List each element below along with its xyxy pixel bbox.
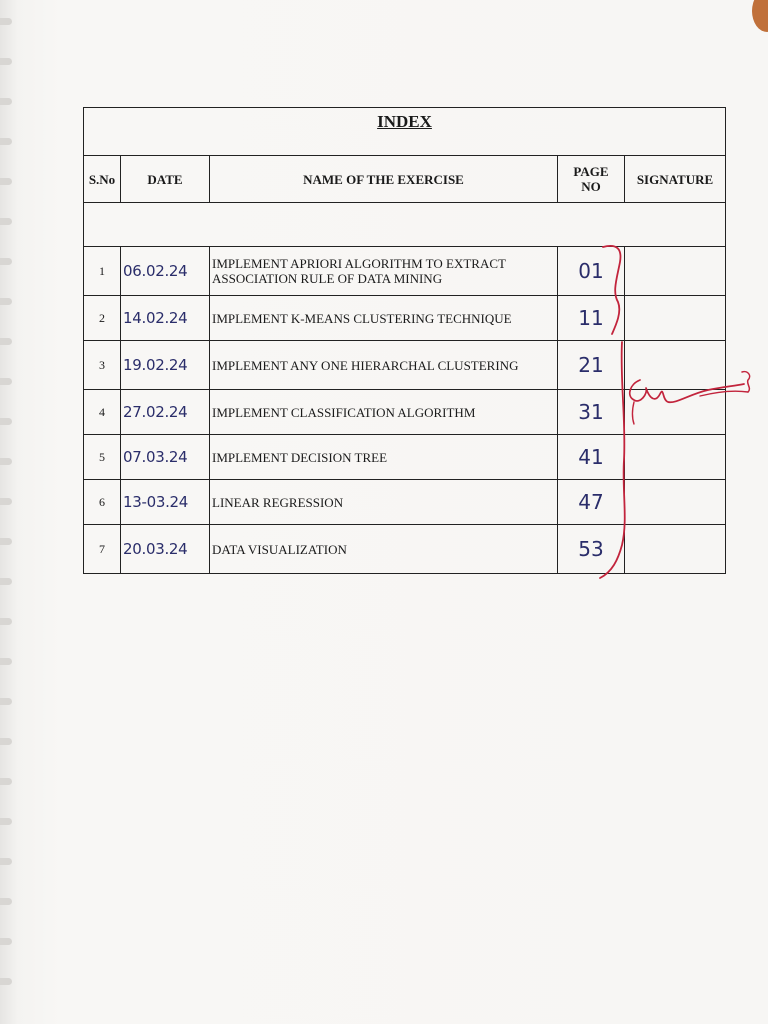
header-signature: SIGNATURE [625,156,726,203]
row-signature [625,435,726,480]
table-row [84,296,726,341]
header-page-no-label: PAGE NO [573,164,609,194]
row-exercise: IMPLEMENT ANY ONE HIERARCHAL CLUSTERING [210,341,558,390]
table-row [84,435,726,480]
header-page-no [558,156,625,203]
row-page: 01 [558,247,625,296]
row-page: 21 [558,341,625,390]
row-page: 41 [558,435,625,480]
table-row [84,525,726,574]
index-table [83,107,726,574]
row-exercise: LINEAR REGRESSION [210,480,558,525]
row-signature [625,390,726,435]
index-title-cell [84,108,726,156]
row-sno: 7 [84,525,121,574]
row-date: 20.03.24 [121,525,210,574]
row-sno: 5 [84,435,121,480]
row-exercise: IMPLEMENT APRIORI ALGORITHM TO EXTRACT ASSOCIATION RULE OF DATA MINING [210,247,558,296]
row-signature [625,247,726,296]
binding-edge [0,0,14,1024]
row-sno: 2 [84,296,121,341]
table-row [84,247,726,296]
row-exercise: IMPLEMENT K-MEANS CLUSTERING TECHNIQUE [210,296,558,341]
row-page: 47 [558,480,625,525]
row-date: 07.03.24 [121,435,210,480]
header-row [84,156,726,203]
row-signature [625,341,726,390]
row-exercise: DATA VISUALIZATION [210,525,558,574]
row-date: 13-03.24 [121,480,210,525]
row-date: 19.02.24 [121,341,210,390]
index-title: INDEX [377,112,432,131]
row-signature [625,525,726,574]
header-exercise-name: NAME OF THE EXERCISE [210,156,558,203]
table-row [84,341,726,390]
row-signature [625,480,726,525]
row-signature [625,296,726,341]
table-row [84,480,726,525]
row-page: 53 [558,525,625,574]
blank-row [84,203,726,247]
row-date: 27.02.24 [121,390,210,435]
row-sno: 4 [84,390,121,435]
row-page: 11 [558,296,625,341]
blank-cell [84,203,726,247]
row-date: 06.02.24 [121,247,210,296]
row-exercise: IMPLEMENT DECISION TREE [210,435,558,480]
row-sno: 6 [84,480,121,525]
row-sno: 3 [84,341,121,390]
row-page: 31 [558,390,625,435]
header-date: DATE [121,156,210,203]
row-date: 14.02.24 [121,296,210,341]
row-exercise: IMPLEMENT CLASSIFICATION ALGORITHM [210,390,558,435]
table-row [84,390,726,435]
header-sno: S.No [84,156,121,203]
row-sno: 1 [84,247,121,296]
